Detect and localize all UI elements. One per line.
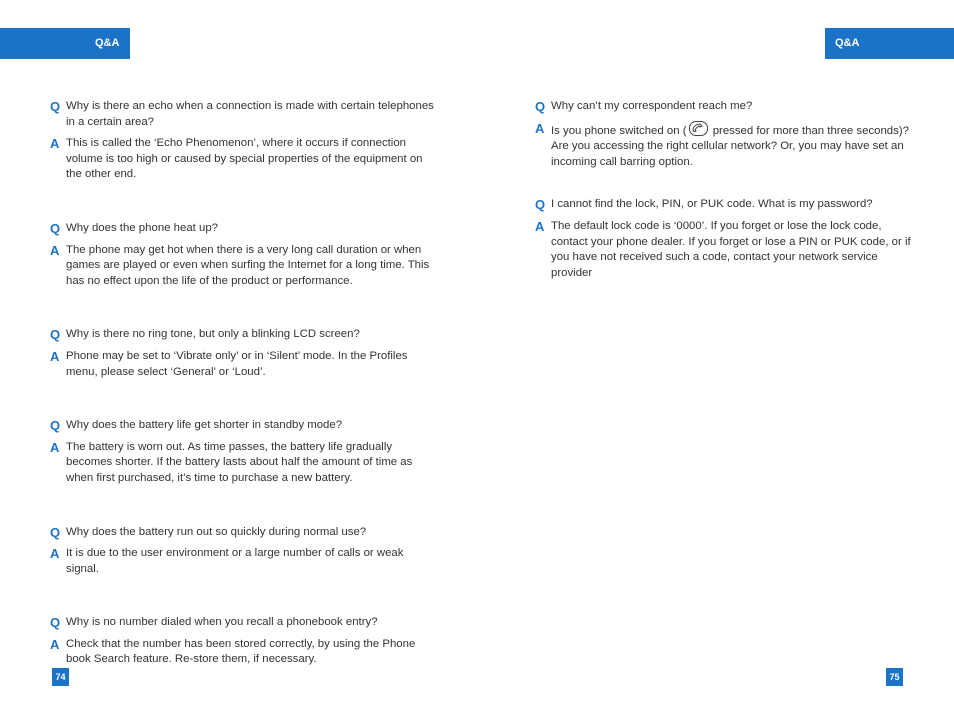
question-marker: Q (50, 220, 61, 236)
answer-marker: A (50, 242, 60, 258)
qa-item (50, 221, 435, 289)
question-marker: Q (50, 327, 61, 343)
answer-text-before-icon: Is you phone switched on ( (551, 124, 687, 137)
question (535, 99, 915, 115)
question-text: Why is there an echo when a connection is made with certain telephones in a certain area? (66, 100, 434, 128)
answer-text-after-icon: pressed for more than three seconds)? Are you accessing the right cellular network? Or, you may have set an incoming call barring option. (551, 124, 909, 168)
question-marker: Q (535, 99, 546, 114)
header-title-left: Q&A (95, 37, 120, 49)
question (50, 615, 435, 631)
right-page-column (535, 99, 915, 319)
answer-text: The default lock code is ‘0000’. If you forget or lose the lock code, contact your phone dealer. If you forget or lose a PIN or PUK code, or if you have not received such a code, contact your network service provider (551, 219, 911, 279)
answer-text: Phone may be set to ‘Vibrate only’ or in ‘Silent’ mode. In the Profiles menu, please select ‘General’ or ‘Loud’. (66, 349, 408, 378)
answer (535, 219, 915, 281)
question-text: Why is there no ring tone, but only a blinking LCD screen? (66, 328, 360, 341)
question-text: Why is no number dialed when you recall a phonebook entry? (66, 616, 378, 629)
question-marker: Q (50, 418, 61, 434)
question-text: Why does the battery life get shorter in standby mode? (66, 419, 343, 432)
page-number-left: 74 (52, 668, 69, 686)
answer-marker: A (535, 120, 545, 136)
answer-text: This is called the ‘Echo Phenomenon’, where it occurs if connection volume is too high or caused by special properties of the equipment on the other end. (66, 137, 423, 181)
question-text: Why does the battery run out so quickly during normal use? (66, 525, 367, 538)
question (50, 525, 435, 541)
page-number-right: 75 (886, 668, 903, 686)
answer (50, 440, 435, 487)
answer (50, 349, 435, 380)
question-text: I cannot find the lock, PIN, or PUK code. What is my password? (551, 198, 873, 211)
question (50, 99, 435, 130)
answer-text: The phone may get hot when there is a very long call duration or when games are played or even when surfing the Internet for a long time. This has no effect upon the life of the product or performance. (66, 243, 430, 287)
question (50, 221, 435, 237)
question-marker: Q (50, 615, 61, 631)
answer-marker: A (535, 218, 545, 234)
answer (50, 637, 435, 668)
answer-marker: A (50, 636, 60, 652)
question (50, 418, 435, 434)
answer-text: Check that the number has been stored correctly, by using the Phone book Search feature. Re-store them, if necessary. (66, 637, 416, 666)
question-marker: Q (535, 197, 546, 213)
qa-item (50, 525, 435, 578)
question-text: Why can’t my correspondent reach me? (551, 100, 753, 112)
answer-marker: A (50, 348, 60, 364)
answer-marker: A (50, 136, 60, 152)
question-marker: Q (50, 524, 61, 540)
answer-text: The battery is worn out. As time passes, the battery life gradually becomes shorter. If the battery lasts about half the amount of time as when first purchased, it’s time to purchase a new battery. (66, 440, 413, 484)
qa-item (50, 99, 435, 183)
question-text: Why does the phone heat up? (66, 221, 218, 234)
answer (535, 121, 915, 171)
left-page-column (50, 99, 435, 706)
header-bar-right (825, 28, 954, 59)
end-call-phone-icon (689, 121, 708, 136)
answer (50, 136, 435, 183)
answer-text: It is due to the user environment or a large number of calls or weak signal. (66, 547, 404, 575)
qa-item (535, 99, 915, 170)
question (535, 197, 915, 213)
qa-item (535, 197, 915, 281)
header-bar-left (0, 28, 130, 59)
answer (50, 546, 435, 577)
header-title-right: Q&A (835, 37, 860, 49)
question-marker: Q (50, 99, 61, 114)
answer-marker: A (50, 439, 60, 455)
qa-item (50, 615, 435, 668)
question (50, 327, 435, 343)
answer-text (551, 121, 915, 171)
answer-marker: A (50, 546, 60, 562)
qa-item (50, 327, 435, 380)
answer (50, 243, 435, 290)
qa-item (50, 418, 435, 486)
